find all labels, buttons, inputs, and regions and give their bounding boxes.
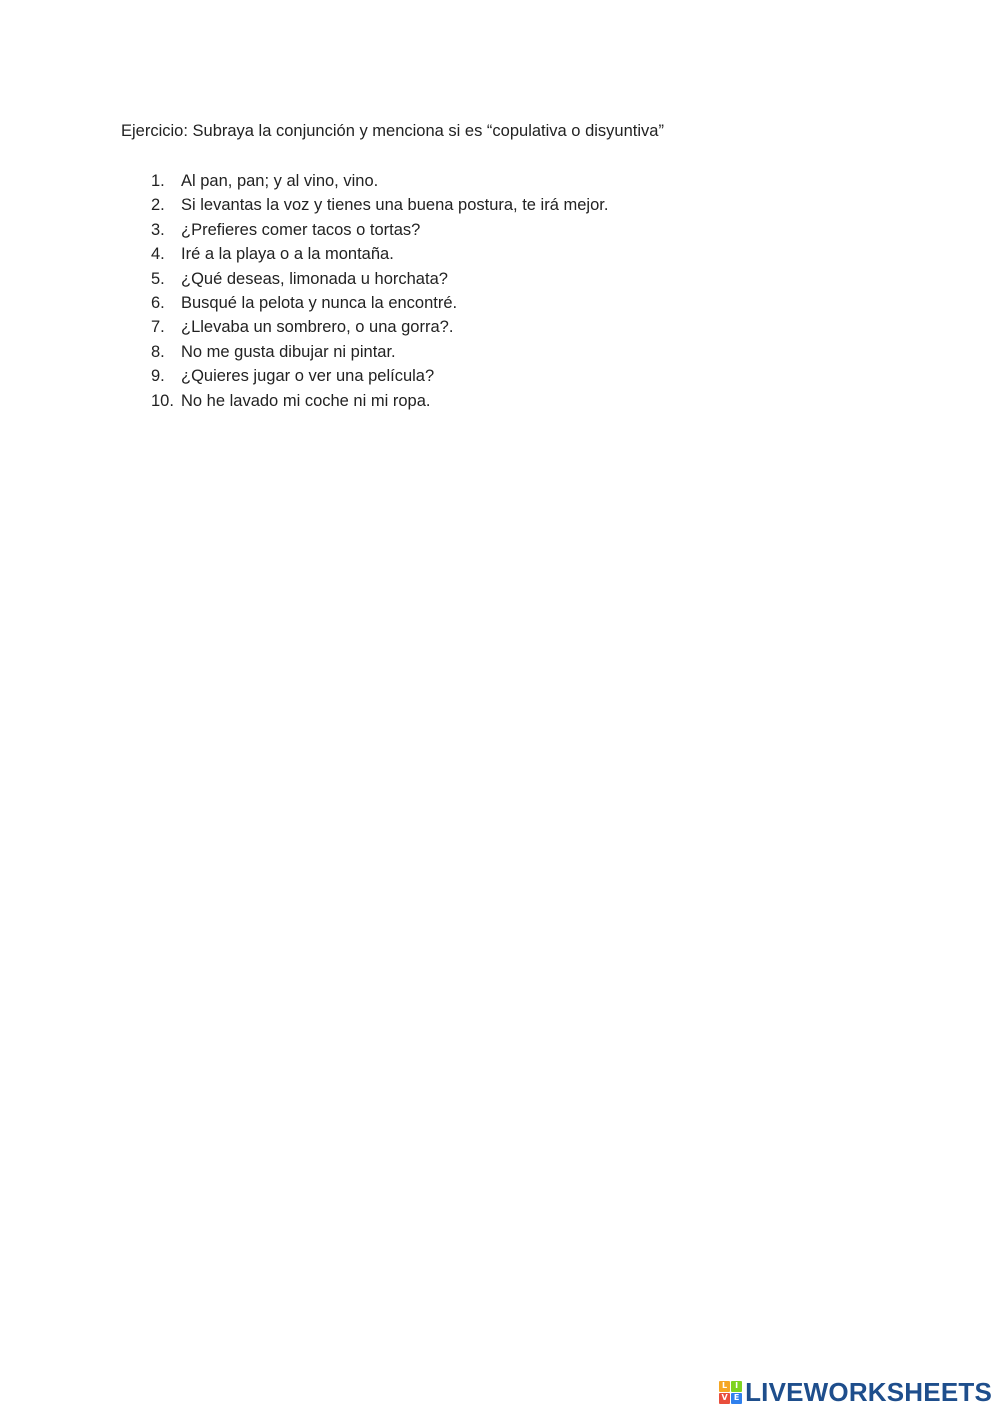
item-text: No me gusta dibujar ni pintar. bbox=[181, 342, 396, 361]
logo-block-e: E bbox=[731, 1393, 742, 1404]
item-number: 9. bbox=[151, 367, 165, 386]
list-item bbox=[151, 243, 608, 267]
item-text: Si levantas la voz y tienes una buena postura, te irá mejor. bbox=[181, 196, 609, 215]
exercise-list bbox=[151, 170, 608, 414]
item-number: 3. bbox=[151, 220, 165, 239]
list-item bbox=[151, 292, 608, 316]
list-item bbox=[151, 390, 608, 414]
item-text: ¿Prefieres comer tacos o tortas? bbox=[181, 220, 421, 239]
item-text: ¿Qué deseas, limonada u horchata? bbox=[181, 269, 448, 288]
item-number: 5. bbox=[151, 269, 165, 288]
item-number: 6. bbox=[151, 293, 165, 312]
list-item bbox=[151, 170, 608, 194]
item-number: 4. bbox=[151, 245, 165, 264]
item-number: 10. bbox=[151, 391, 174, 410]
item-text: No he lavado mi coche ni mi ropa. bbox=[181, 391, 431, 410]
list-item bbox=[151, 219, 608, 243]
item-number: 2. bbox=[151, 196, 165, 215]
list-item bbox=[151, 268, 608, 292]
item-text: ¿Quieres jugar o ver una película? bbox=[181, 367, 435, 386]
item-text: Busqué la pelota y nunca la encontré. bbox=[181, 293, 458, 312]
logo-block-l: L bbox=[719, 1381, 730, 1392]
liveworksheets-logo[interactable] bbox=[719, 1377, 992, 1407]
item-number: 1. bbox=[151, 172, 165, 190]
item-text: ¿Llevaba un sombrero, o una gorra?. bbox=[181, 318, 454, 337]
item-number: 7. bbox=[151, 318, 165, 337]
item-number: 8. bbox=[151, 342, 165, 361]
logo-block-i: I bbox=[731, 1381, 742, 1392]
list-item bbox=[151, 341, 608, 365]
item-text: Al pan, pan; y al vino, vino. bbox=[181, 172, 379, 190]
liveworksheets-logo-icon bbox=[719, 1381, 742, 1404]
list-item bbox=[151, 316, 608, 340]
list-item bbox=[151, 365, 608, 389]
exercise-instruction: Ejercicio: Subraya la conjunción y menciona si es “copulativa o disyuntiva” bbox=[121, 122, 664, 140]
logo-wordmark: LIVEWORKSHEETS bbox=[745, 1377, 992, 1407]
list-item bbox=[151, 194, 608, 218]
item-text: Iré a la playa o a la montaña. bbox=[181, 245, 394, 264]
logo-block-v: V bbox=[719, 1393, 730, 1404]
